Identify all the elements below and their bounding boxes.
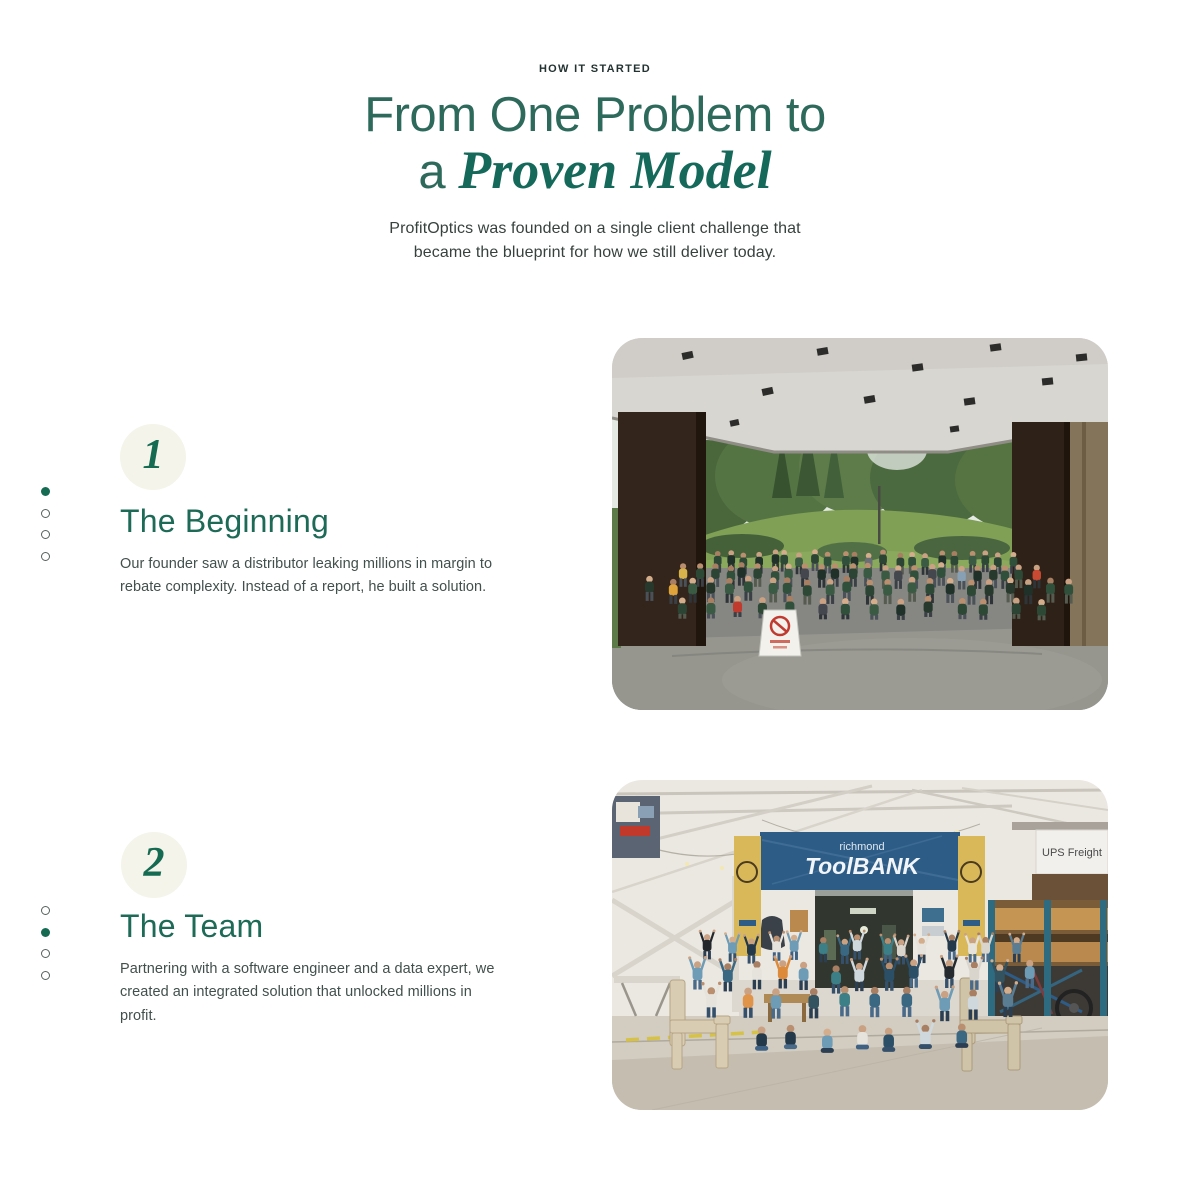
page-title-line2-prefix: a <box>418 145 459 199</box>
progress-dot[interactable] <box>41 906 50 915</box>
section-eyebrow: HOW IT STARTED <box>538 63 652 75</box>
step-2-badge <box>121 832 187 898</box>
progress-dot[interactable] <box>41 530 50 539</box>
no-parking-sign <box>759 610 801 656</box>
subtitle-line: became the blueprint for how we still deliver today. <box>413 243 777 261</box>
progress-dot[interactable] <box>41 971 50 980</box>
progress-dot[interactable] <box>41 949 50 958</box>
step-1-body <box>120 553 492 600</box>
step-2-body <box>120 958 494 1028</box>
page-title-line2-emphasis: Proven Model <box>458 140 772 200</box>
warehouse-group-photo-illustration <box>612 780 1108 1110</box>
body-line: Our founder saw a distributor leaking millions in margin to <box>120 556 493 572</box>
outdoor-group-photo-illustration <box>612 338 1108 710</box>
body-line: rebate complexity. Instead of a report, he built a solution. <box>120 579 487 596</box>
progress-dot[interactable] <box>41 509 50 518</box>
progress-dot[interactable] <box>41 552 50 561</box>
page-title-line2 <box>0 141 1190 201</box>
step-1-badge <box>120 424 186 490</box>
step-2-number: 2 <box>143 840 165 886</box>
toolbank-banner <box>760 832 960 890</box>
subtitle-line: ProfitOptics was founded on a single client challenge that <box>389 220 801 237</box>
body-line: created an integrated solution that unlocked millions in <box>120 984 472 1001</box>
ups-sign-text: UPS Freight <box>1042 847 1102 859</box>
body-line: profit. <box>120 1007 157 1024</box>
progress-dots-step1 <box>41 487 50 561</box>
banner-toolbank-text: ToolBANK <box>804 853 920 879</box>
progress-dot[interactable] <box>41 487 50 496</box>
progress-dots-step2 <box>41 906 50 980</box>
team-warehouse-photo <box>612 780 1108 1110</box>
body-line: Partnering with a software engineer and a data expert, we <box>120 961 495 977</box>
step-1-title: The Beginning <box>120 503 329 539</box>
step-1-number: 1 <box>142 432 164 478</box>
step-2-title: The Team <box>120 908 264 944</box>
beginning-team-photo <box>612 338 1108 710</box>
banner-richmond-text: richmond <box>839 841 885 853</box>
progress-dot[interactable] <box>41 928 50 937</box>
wall-poster <box>612 796 660 858</box>
page-title-line1: From One Problem to <box>364 88 826 142</box>
section-subtitle <box>0 217 1190 264</box>
